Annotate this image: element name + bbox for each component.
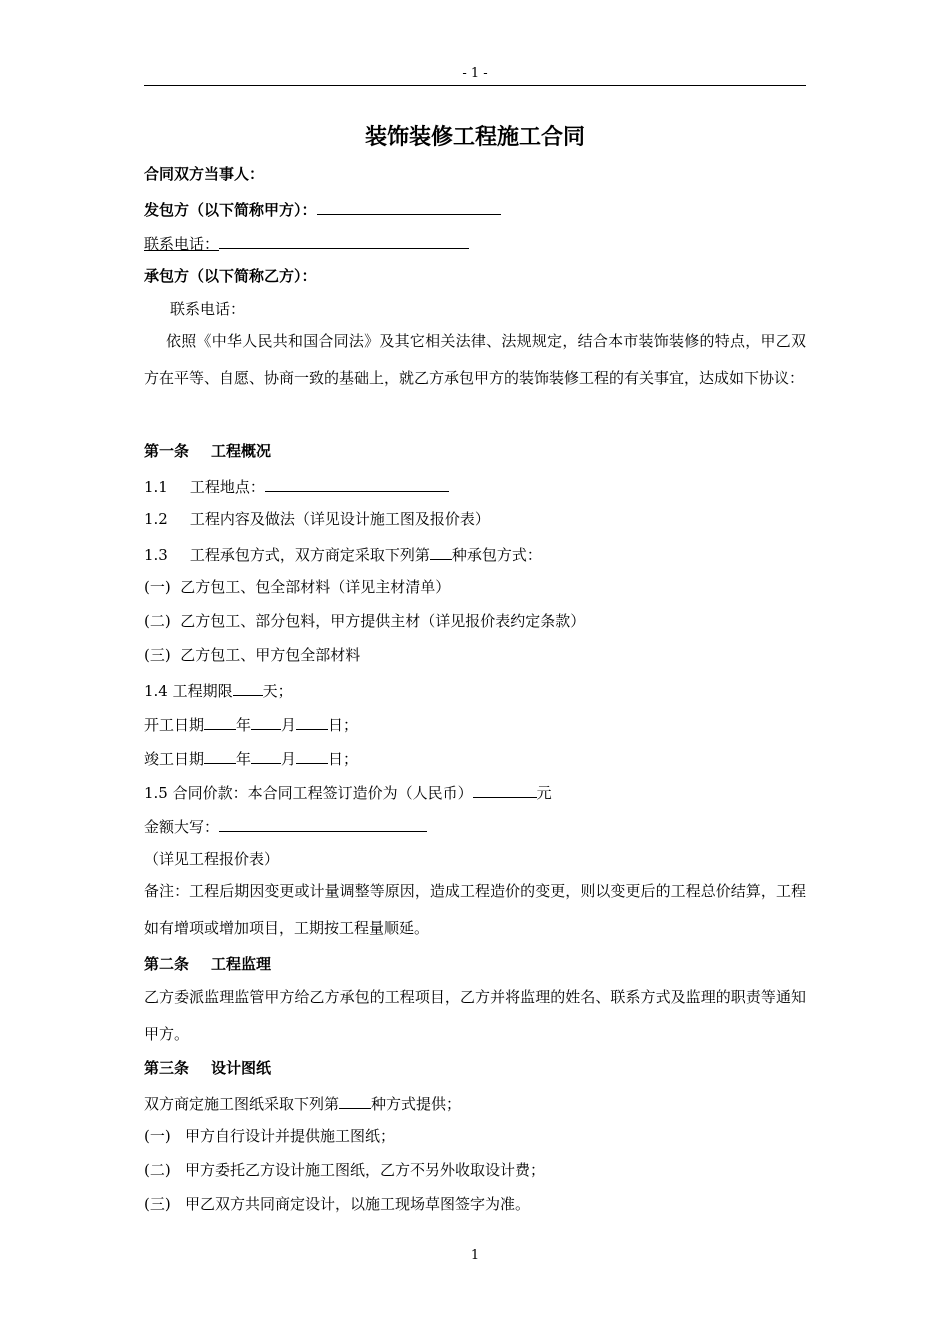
end-day-unit: 日； [328, 750, 359, 768]
item-1-5 [144, 781, 552, 803]
start-date-line [144, 713, 358, 735]
end-year-unit: 年 [236, 750, 252, 768]
item-1-3-text-a: 工程承包方式，双方商定采取下列第 [189, 546, 430, 564]
end-date-line [144, 747, 358, 769]
mode-option-1-text: 乙方包工、包全部材料（详见主材清单） [180, 578, 451, 596]
mode-option-2-text: 乙方包工、部分包料，甲方提供主材（详见报价表约定条款） [180, 612, 586, 630]
item-1-1 [144, 475, 449, 497]
start-year-blank[interactable] [204, 713, 236, 730]
mode-option-2 [144, 611, 585, 631]
item-1-4-text-a: 1.4 工程期限 [144, 682, 233, 700]
drawing-option-2-number: (二) [144, 1161, 171, 1179]
start-month-unit: 月 [281, 716, 297, 734]
drawing-option-2-text: 甲方委托乙方设计施工图纸，乙方不另外收取设计费； [185, 1161, 546, 1179]
article2-paragraph: 乙方委派监理监管甲方给乙方承包的工程项目，乙方并将监理的姓名、联系方式及监理的职责等通知甲方。 [144, 988, 806, 1043]
item-1-2-text: 工程内容及做法（详见设计施工图及报价表） [189, 510, 490, 528]
drawing-option-1 [144, 1126, 395, 1146]
amount-words-line [144, 815, 427, 837]
article3-text-b: 种方式提供； [371, 1095, 462, 1113]
end-month-blank[interactable] [251, 747, 281, 764]
mode-option-1-number: (一) [144, 578, 171, 596]
mode-option-3-number: (三) [144, 646, 171, 664]
article2-number: 第二条 [144, 955, 190, 973]
mode-option-3 [144, 645, 360, 665]
duration-days-blank[interactable] [233, 679, 263, 696]
site-address-blank[interactable] [265, 475, 449, 492]
header-page-number: - 1 - [462, 66, 488, 81]
drawing-option-3-text: 甲乙双方共同商定设计，以施工现场草图签字为准。 [185, 1195, 531, 1213]
item-1-3-number: 1.3 [144, 546, 168, 564]
party-a-blank[interactable] [317, 198, 501, 215]
remark-paragraph: 备注：工程后期因变更或计量调整等原因，造成工程造价的变更，则以变更后的工程总价结算，工程如有增项或增加项目，工期按工程量顺延。 [144, 882, 806, 937]
see-quote-note: （详见工程报价表） [144, 850, 280, 868]
article1-title: 工程概况 [211, 442, 272, 460]
party-a-phone-blank[interactable] [219, 232, 469, 249]
mode-option-1 [144, 577, 450, 597]
party-b-phone-label: 联系电话： [170, 300, 246, 318]
start-day-blank[interactable] [296, 713, 328, 730]
end-month-unit: 月 [281, 750, 297, 768]
drawing-option-3-number: (三) [144, 1195, 171, 1213]
party-a-phone-label: 联系电话： [144, 235, 220, 253]
article3-number: 第三条 [144, 1059, 190, 1077]
document-title: 装饰装修工程施工合同 [364, 125, 585, 150]
drawing-option-3 [144, 1194, 530, 1214]
header-rule [144, 85, 806, 86]
end-year-blank[interactable] [204, 747, 236, 764]
start-day-unit: 日； [328, 716, 359, 734]
start-year-unit: 年 [236, 716, 252, 734]
item-1-5-text-a: 1.5 合同价款：本合同工程签订造价为（人民币） [144, 784, 473, 802]
party-a-label: 发包方（以下简称甲方）： [144, 201, 317, 219]
drawing-option-1-number: (一) [144, 1127, 171, 1145]
item-1-1-label: 工程地点： [189, 478, 265, 496]
amount-words-blank[interactable] [219, 815, 427, 832]
drawing-option-2 [144, 1160, 545, 1180]
end-date-label: 竣工日期 [144, 750, 205, 768]
item-1-4-text-b: 天； [262, 682, 293, 700]
item-1-3-text-b: 种承包方式： [451, 546, 542, 564]
footer-page-number: 1 [470, 1248, 480, 1263]
article2-title: 工程监理 [211, 955, 272, 973]
item-1-1-number: 1.1 [144, 478, 168, 496]
article2-heading [144, 954, 271, 974]
drawing-mode-blank[interactable] [339, 1092, 371, 1109]
party-a-line [144, 198, 501, 220]
item-1-3 [144, 543, 542, 565]
amount-words-label: 金额大写： [144, 818, 220, 836]
article1-number: 第一条 [144, 442, 190, 460]
party-a-phone-line [144, 232, 469, 254]
article3-text-a: 双方商定施工图纸采取下列第 [144, 1095, 340, 1113]
start-date-label: 开工日期 [144, 716, 205, 734]
parties-heading: 合同双方当事人： [144, 165, 265, 183]
start-month-blank[interactable] [251, 713, 281, 730]
item-1-4 [144, 679, 293, 701]
drawing-option-1-text: 甲方自行设计并提供施工图纸； [185, 1127, 396, 1145]
end-day-blank[interactable] [296, 747, 328, 764]
mode-option-3-text: 乙方包工、甲方包全部材料 [180, 646, 361, 664]
article1-heading [144, 441, 271, 461]
contract-price-blank[interactable] [473, 781, 537, 798]
article3-intro [144, 1092, 461, 1114]
article3-heading [144, 1058, 271, 1078]
party-b-label: 承包方（以下简称乙方）： [144, 267, 317, 285]
item-1-2-number: 1.2 [144, 510, 168, 528]
item-1-5-text-b: 元 [536, 784, 552, 802]
intro-paragraph: 依照《中华人民共和国合同法》及其它相关法律、法规规定，结合本市装饰装修的特点，甲乙双方在平等、自愿、协商一致的基础上，就乙方承包甲方的装饰装修工程的有关事宜，达成如下协议： [144, 332, 806, 387]
mode-option-2-number: (二) [144, 612, 171, 630]
article3-title: 设计图纸 [211, 1059, 272, 1077]
item-1-2 [144, 509, 490, 529]
contract-mode-blank[interactable] [430, 543, 452, 560]
